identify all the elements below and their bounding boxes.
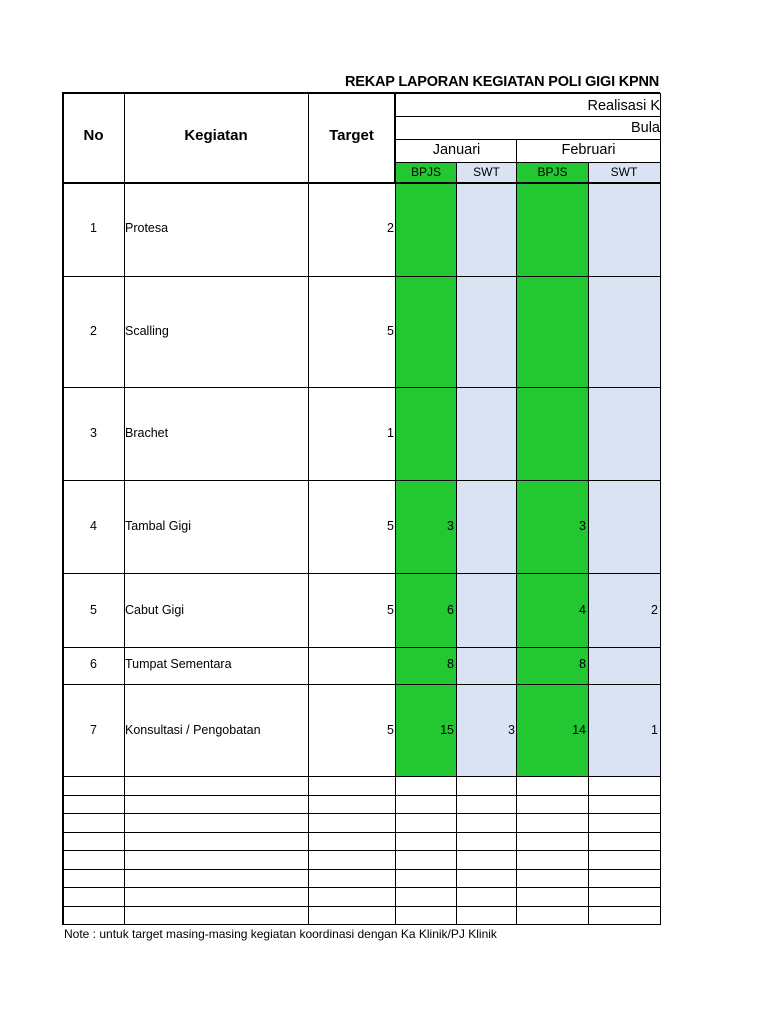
row-jan-bpjs: 3 — [447, 519, 454, 533]
row-kegiatan: Tumpat Sementara — [125, 657, 232, 671]
header-no: No — [83, 127, 104, 144]
row-kegiatan: Cabut Gigi — [125, 603, 185, 617]
payer-bpjs-jan: BPJS — [410, 165, 441, 179]
row-target: 5 — [387, 723, 394, 737]
row-kegiatan: Konsultasi / Pengobatan — [125, 723, 261, 737]
row-feb-swt: 1 — [651, 723, 658, 737]
footnote: Note : untuk target masing-masing kegiatan koordinasi dengan Ka Klinik/PJ Klinik — [64, 927, 497, 941]
row-no: 3 — [90, 426, 97, 440]
month-februari: Februari — [561, 142, 616, 158]
row-target: 5 — [387, 324, 394, 338]
payer-bpjs-feb: BPJS — [537, 165, 568, 179]
row-no: 4 — [90, 519, 97, 533]
row-target: 5 — [387, 603, 394, 617]
row-target: 5 — [387, 519, 394, 533]
row-kegiatan: Brachet — [125, 426, 169, 440]
payer-swt-jan: SWT — [473, 165, 500, 179]
row-feb-bpjs: 3 — [579, 519, 586, 533]
row-target: 2 — [387, 221, 394, 235]
header-realisasi: Realisasi K — [587, 98, 660, 114]
header-target: Target — [329, 127, 374, 144]
row-no: 2 — [90, 324, 97, 338]
row-jan-swt: 3 — [508, 723, 515, 737]
row-jan-bpjs: 6 — [447, 603, 454, 617]
header-kegiatan: Kegiatan — [184, 127, 248, 144]
row-feb-swt: 2 — [651, 603, 658, 617]
payer-swt-feb: SWT — [610, 165, 638, 179]
row-kegiatan: Scalling — [125, 324, 169, 338]
row-kegiatan: Tambal Gigi — [125, 519, 191, 533]
row-feb-bpjs: 14 — [572, 723, 586, 737]
row-jan-bpjs: 8 — [447, 657, 454, 671]
row-target: 1 — [387, 426, 394, 440]
month-januari: Januari — [432, 142, 481, 158]
row-no: 1 — [90, 221, 97, 235]
row-feb-bpjs: 4 — [579, 603, 586, 617]
row-feb-bpjs: 8 — [579, 657, 586, 671]
header-bulan: Bula — [630, 120, 660, 136]
report-title: REKAP LAPORAN KEGIATAN POLI GIGI KPNN — [345, 74, 660, 90]
row-no: 5 — [90, 603, 97, 617]
row-jan-bpjs: 15 — [440, 723, 454, 737]
row-kegiatan: Protesa — [125, 221, 169, 235]
row-no: 6 — [90, 657, 97, 671]
row-no: 7 — [90, 723, 97, 737]
